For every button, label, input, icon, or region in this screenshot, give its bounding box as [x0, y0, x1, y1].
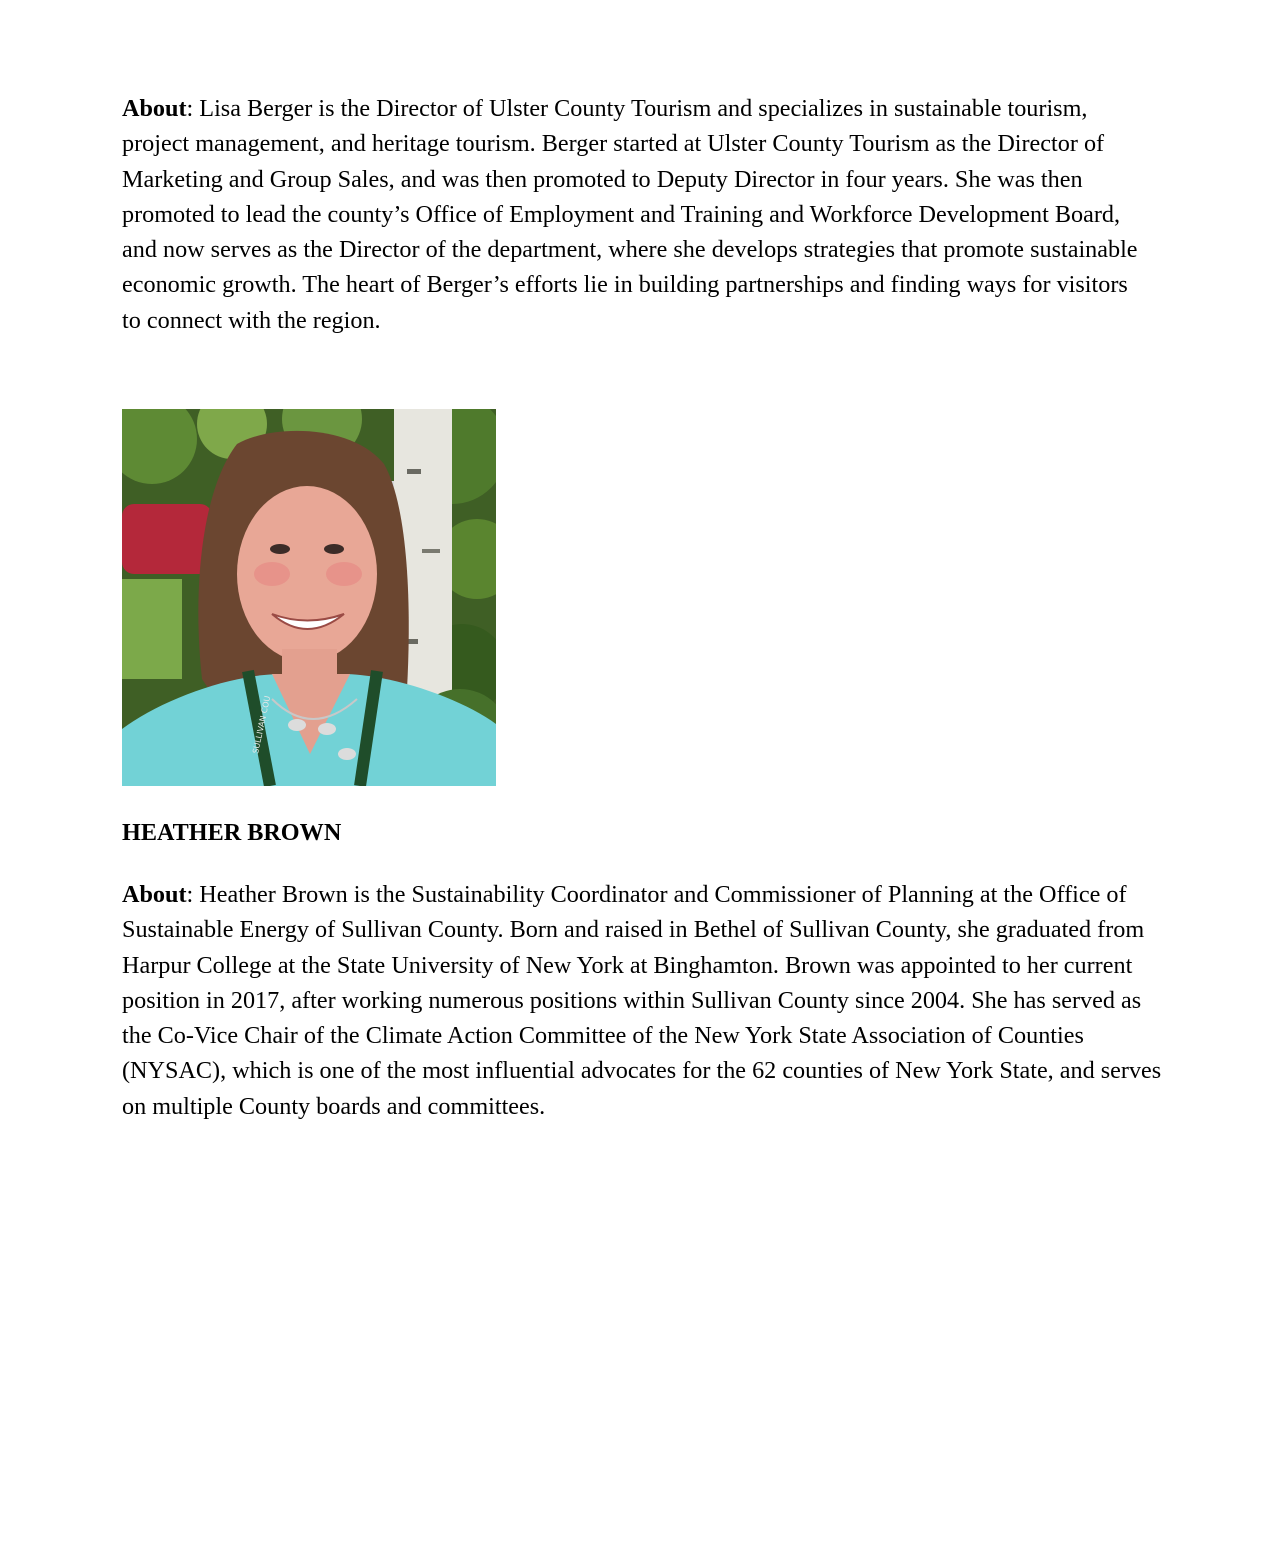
- heather-brown-portrait-photo: [122, 409, 496, 786]
- about-text: : Heather Brown is the Sustainability Coordinator and Commissioner of Planning at the Office of Sustainable Energy of Sullivan County. Born and raised in Bethel of Sullivan County, she graduated from Harpur College at the State University of New York at Binghamton. Brown was appointed to her current position in 2017, after working numerous positions within Sullivan County since 2004. She has served as the Co-Vice Chair of the Climate Action Committee of the New York State Association of Counties (NYSAC), which is one of the most influential advocates for the 62 counties of New York State, and serves on multiple County boards and committees.: [122, 881, 1162, 1120]
- lanyard-text: SULLIVAN COU: [251, 694, 273, 755]
- heather-brown-about-paragraph: [122, 877, 1162, 1124]
- about-label: About: [122, 95, 187, 122]
- about-label: About: [122, 881, 187, 908]
- about-text: : Lisa Berger is the Director of Ulster County Tourism and specializes in sustainable tourism, project management, and heritage tourism. Berger started at Ulster County Tourism as the Director of Marketing and Group Sales, and was then promoted to Deputy Director in four years. She was then promoted to lead the county’s Office of Employment and Training and Workforce Development Board, and now serves as the Director of the department, where she develops strategies that promote sustainable economic growth. The heart of Berger’s efforts lie in building partnerships and finding ways for visitors to connect with the region.: [122, 95, 1138, 334]
- lisa-berger-about-paragraph: [122, 91, 1152, 338]
- heather-brown-name-heading: HEATHER BROWN: [122, 819, 342, 846]
